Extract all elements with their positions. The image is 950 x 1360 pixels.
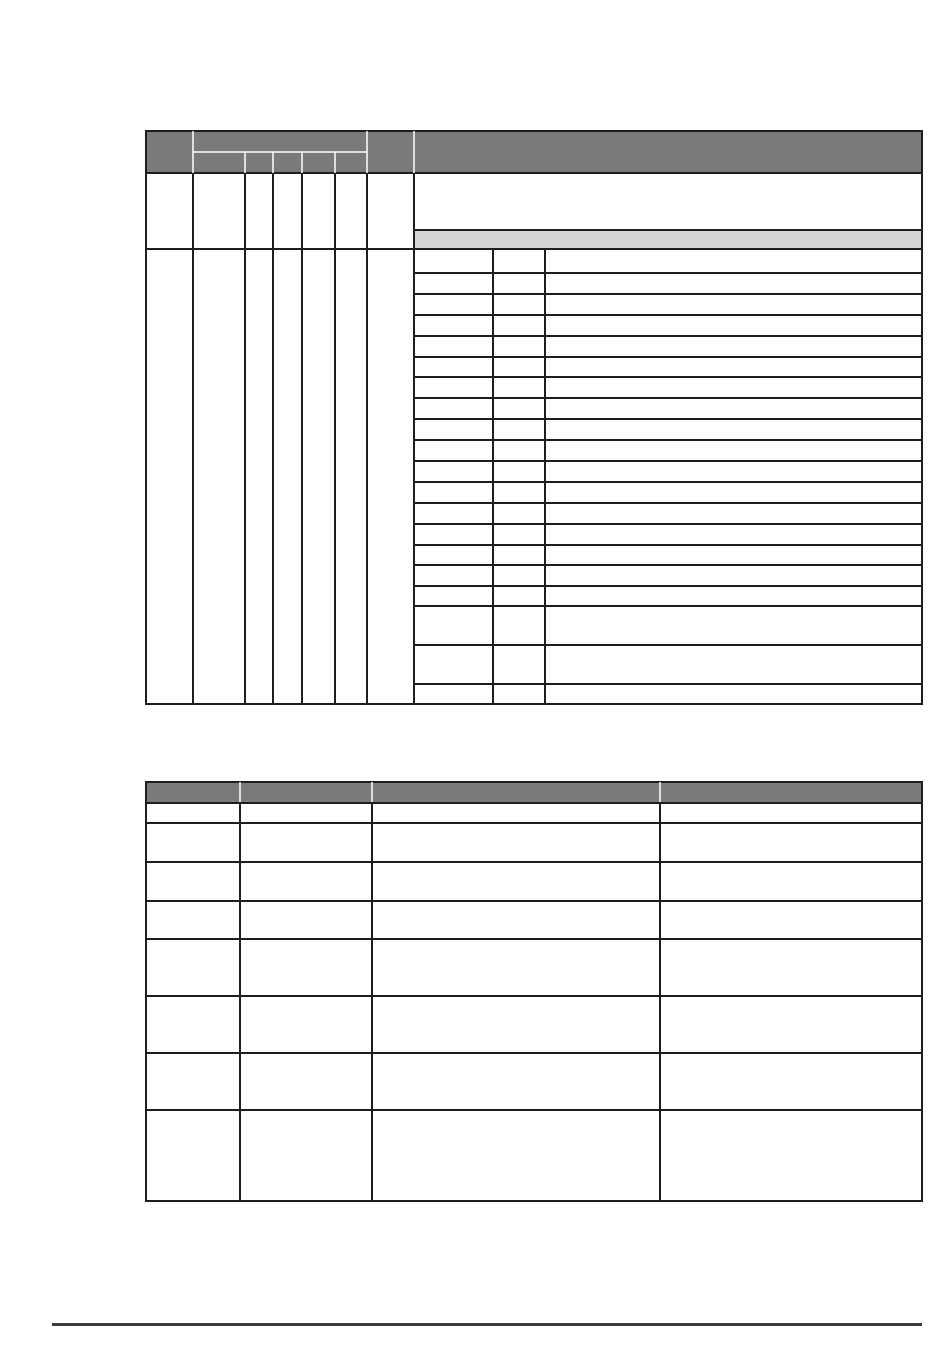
footer-rule [52,1323,922,1326]
table-1 [146,131,922,704]
table-1-row-lines [414,273,922,684]
table-2-row-lines [146,803,922,1110]
table-2 [146,782,922,1201]
table-1-border [146,131,922,704]
table-2-header-fill [146,782,922,803]
table-1-section-band [414,230,922,249]
table-2-border [146,782,922,1201]
